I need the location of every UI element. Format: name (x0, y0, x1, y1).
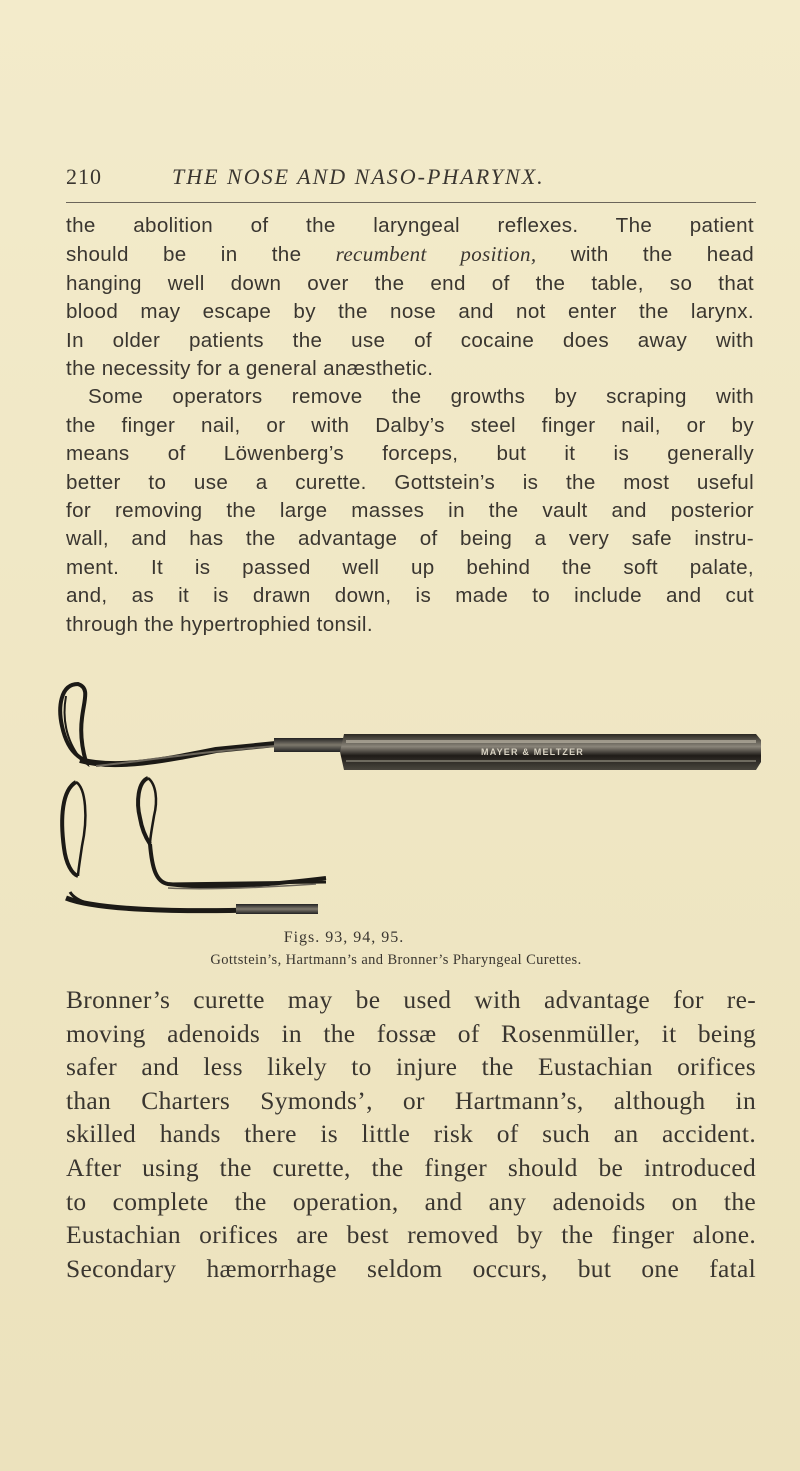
running-header (66, 164, 756, 198)
text-line: to complete the operation, and any adenoids on the (66, 1186, 756, 1216)
text-line: the necessity for a general anæsthetic. (66, 357, 434, 381)
page-number: 210 (66, 164, 102, 189)
text-line: Bronner’s curette may be used with advantage for re- (66, 985, 756, 1014)
text-span: should be in the (66, 243, 302, 267)
text-line: the abolition of the laryngeal reflexes. The patient (66, 214, 754, 237)
header-rule (66, 202, 756, 203)
text-line: In older patients the use of cocaine does away with (66, 328, 754, 352)
text-line: better to use a curette. Gottstein’s is the most useful (66, 470, 754, 494)
text-line: means of Löwenberg’s forceps, but it is generally (66, 442, 754, 466)
bronner-curette (138, 778, 326, 889)
text-span: with the head (570, 243, 755, 267)
italic-phrase: recumbent position, (335, 242, 537, 267)
shaft (274, 738, 344, 752)
hartmann-curette (62, 782, 318, 914)
figure-label-text: Figs. 93, 94, 95. (283, 929, 405, 946)
text-line: and, as it is drawn down, is made to include and cut (66, 584, 754, 608)
gottstein-curette (60, 684, 761, 770)
text-line: for removing the large masses in the vault and posterior (66, 499, 754, 523)
text-line: through the hypertrophied tonsil. (66, 612, 373, 636)
text-line: wall, and has the advantage of being a very safe instru- (66, 527, 754, 551)
maker-mark: MAYER & MELTZER (481, 747, 585, 757)
running-title: THE NOSE AND NASO-PHARYNX. (172, 164, 545, 189)
text-line: skilled hands there is little risk of such an accident. (66, 1119, 756, 1149)
text-line: ment. It is passed well up behind the soft palate, (66, 555, 754, 579)
figure-label (0, 929, 800, 947)
figure-caption (0, 952, 800, 969)
text-line: blood may escape by the nose and not enter the larynx. (66, 300, 754, 324)
text-line: moving adenoids in the fossæ of Rosenmüller, it being (66, 1018, 756, 1048)
text-line: than Charters Symonds’, or Hartmann’s, although in (66, 1085, 756, 1115)
text-line: the finger nail, or with Dalby’s steel finger nail, or by (66, 413, 754, 437)
paragraph-2 (66, 983, 756, 1285)
text-line-mixed (66, 240, 754, 269)
paragraph-1 (66, 212, 754, 639)
curettes-figure (56, 678, 764, 918)
figure-caption-text: Gottstein’s, Hartmann’s and Bronner’s Pharyngeal Curettes. (210, 952, 582, 968)
text-line: Some operators remove the growths by scraping with (88, 385, 754, 409)
text-line: After using the curette, the finger should be introduced (66, 1152, 756, 1182)
text-line: Secondary hæmorrhage seldom occurs, but one fatal (66, 1253, 756, 1283)
shaft (236, 904, 318, 914)
text-line: safer and less likely to injure the Eustachian orifices (66, 1052, 756, 1082)
text-line: Eustachian orifices are best removed by the finger alone. (66, 1220, 756, 1250)
text-line: hanging well down over the end of the table, so that (66, 271, 754, 295)
